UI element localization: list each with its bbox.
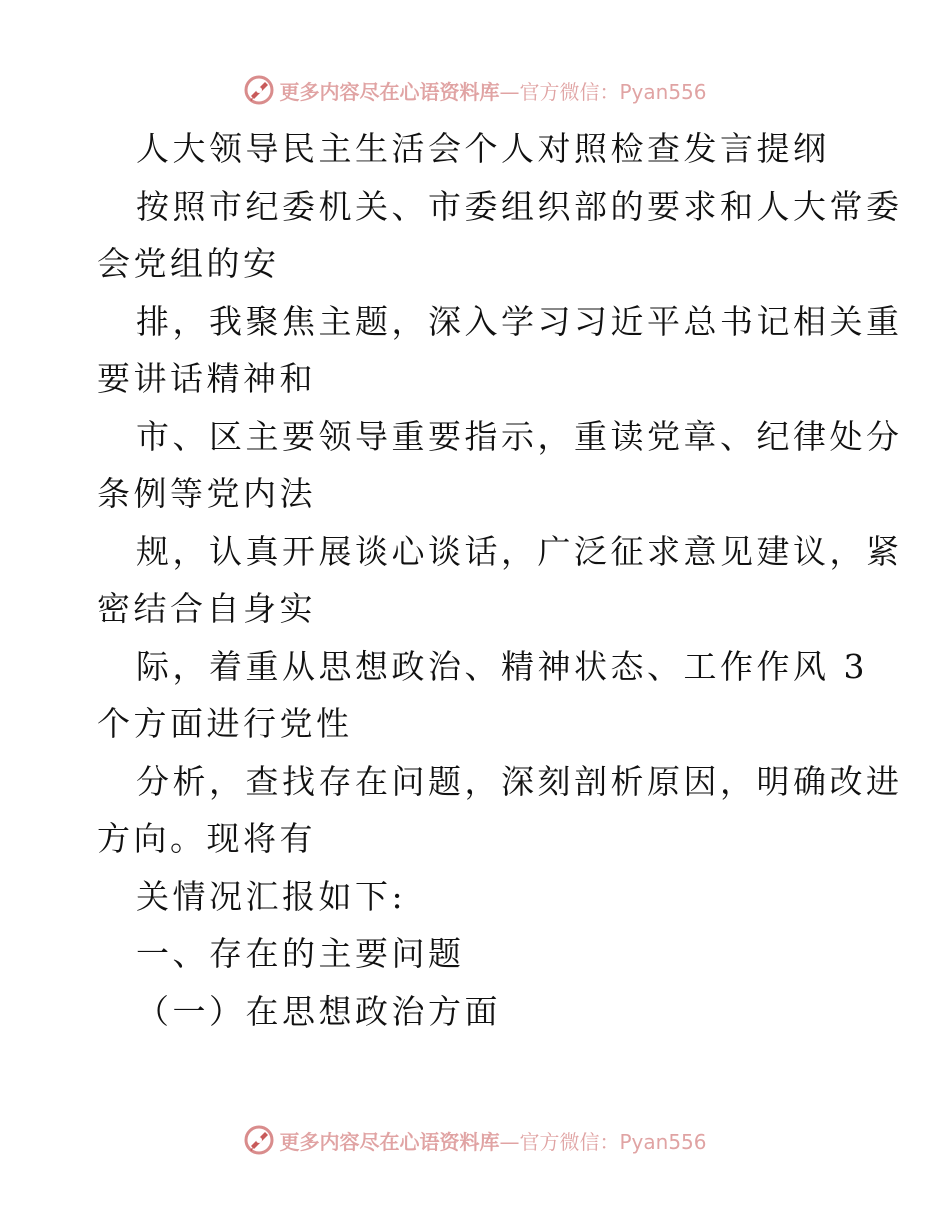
watermark-main: 更多内容尽在心语资料库 [279, 1129, 500, 1154]
paragraph-line: 密结合自身实 [97, 589, 316, 628]
paragraph-line: 际，着重从思想政治、精神状态、工作作风 3 [136, 646, 868, 686]
watermark-separator: — [499, 79, 520, 104]
watermark-text [279, 1126, 706, 1155]
watermark-official: 官方微信： [519, 79, 620, 104]
paragraph-line: 分析，查找存在问题，深刻剖析原因，明确改进 [136, 761, 903, 801]
paragraph-line: 市、区主要领导重要指示，重读党章、纪律处分 [136, 416, 903, 456]
paragraph-line: 排，我聚焦主题，深入学习习近平总书记相关重 [136, 301, 903, 341]
paragraph-line: 规，认真开展谈心谈话，广泛征求意见建议，紧 [136, 531, 903, 571]
paragraph-line: 会党组的安 [97, 244, 280, 283]
paragraph-line: 方向。现将有 [97, 819, 316, 858]
brand-logo-icon [243, 74, 275, 106]
document-title: 人大领导民主生活会个人对照检查发言提纲 [136, 129, 830, 168]
paragraph-line: 个方面进行党性 [97, 704, 353, 743]
paragraph-line: 一、存在的主要问题 [136, 934, 465, 973]
watermark-text [279, 76, 706, 105]
brand-logo-icon [243, 1124, 275, 1156]
watermark-id: Pyan556 [619, 79, 707, 104]
watermark-id: Pyan556 [619, 1129, 707, 1154]
document-body [97, 120, 903, 1040]
watermark-separator: — [499, 1129, 520, 1154]
footer-watermark [0, 1120, 950, 1160]
paragraph-line: 要讲话精神和 [97, 359, 316, 398]
paragraph-line: 关情况汇报如下: [136, 876, 407, 916]
paragraph-line: 按照市纪委机关、市委组织部的要求和人大常委 [136, 186, 903, 226]
paragraph-line: （一）在思想政治方面 [136, 991, 501, 1031]
watermark-official: 官方微信： [519, 1129, 620, 1154]
watermark-main: 更多内容尽在心语资料库 [279, 79, 500, 104]
paragraph-line: 条例等党内法 [97, 474, 316, 513]
header-watermark [0, 70, 950, 110]
